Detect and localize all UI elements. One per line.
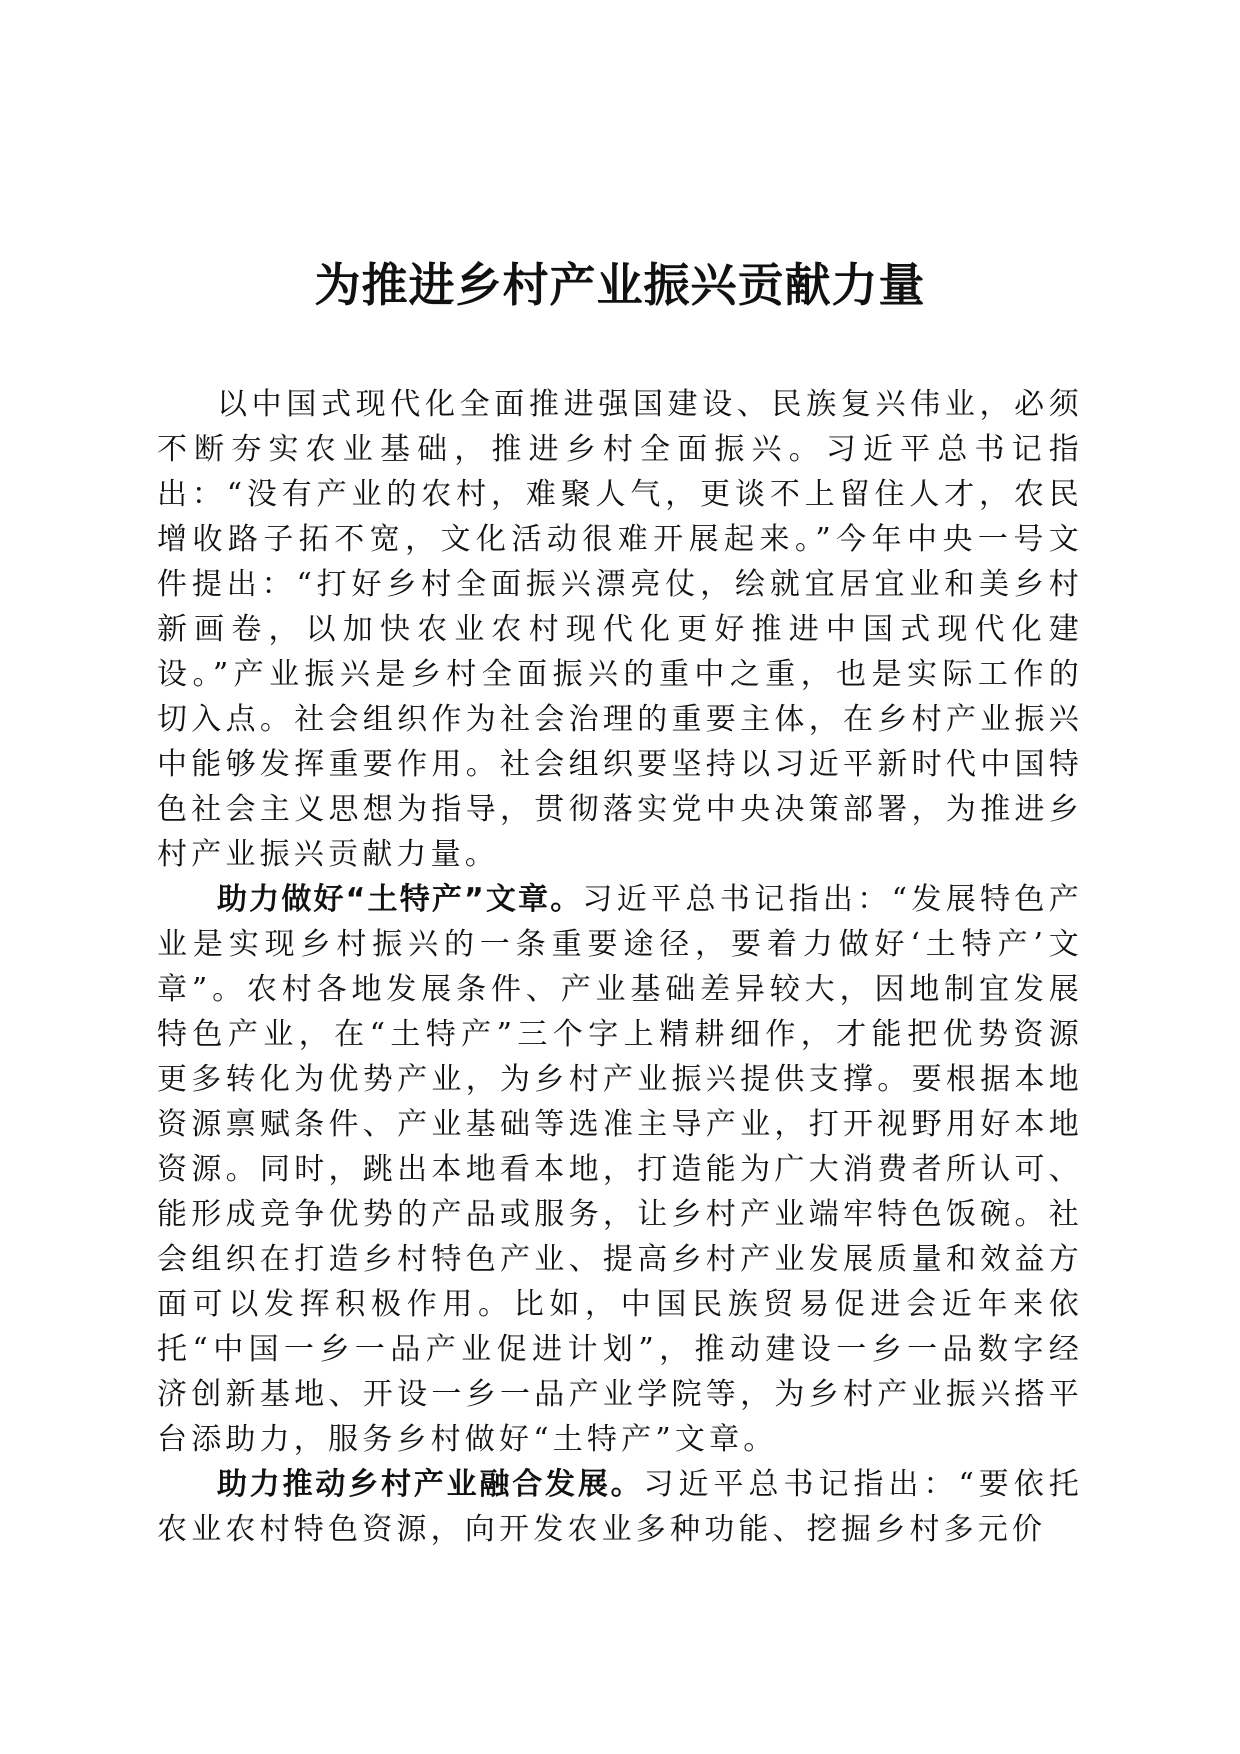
paragraph-text: 习近平总书记指出：“发展特色产业是实现乡村振兴的一条重要途径，要着力做好‘土特产’文章”。农村各地发展条件、产业基础差异较大，因地制宜发展特色产业，在“土特产”三个字上精耕细作，才能把优势资源更多转化为优势产业，为乡村产业振兴提供支撑。要根据本地资源禀赋条件、产业基础等选准主导产业，打开视野用好本地资源。同时，跳出本地看本地，打造能为广大消费者所认可、能形成竞争优势的产品或服务，让乡村产业端牢特色饭碗。社会组织在打造乡村特色产业、提高乡村产业发展质量和效益方面可以发挥积极作用。比如，中国民族贸易促进会近年来依托“中国一乡一品产业促进计划”，推动建设一乡一品数字经济创新基地、开设一乡一品产业学院等，为乡村产业振兴搭平台添助力，服务乡村做好“土特产”文章。	[157, 882, 1083, 1457]
paragraph-local-specialties	[157, 877, 1083, 1462]
document-body	[157, 382, 1083, 1552]
paragraph-lead: 助力推动乡村产业融合发展。	[217, 1467, 644, 1502]
paragraph-text: 以中国式现代化全面推进强国建设、民族复兴伟业，必须不断夯实农业基础，推进乡村全面振兴。习近平总书记指出：“没有产业的农村，难聚人气，更谈不上留住人才，农民增收路子拓不宽，文化活动很难开展起来。”今年中央一号文件提出：“打好乡村全面振兴漂亮仗，绘就宜居宜业和美乡村新画卷，以加快农业农村现代化更好推进中国式现代化建设。”产业振兴是乡村全面振兴的重中之重，也是实际工作的切入点。社会组织作为社会治理的重要主体，在乡村产业振兴中能够发挥重要作用。社会组织要坚持以习近平新时代中国特色社会主义思想为指导，贯彻落实党中央决策部署，为推进乡村产业振兴贡献力量。	[157, 387, 1083, 872]
paragraph-lead: 助力做好“土特产”文章。	[217, 882, 583, 917]
paragraph-intro	[157, 382, 1083, 877]
document-title: 为推进乡村产业振兴贡献力量	[314, 258, 926, 312]
paragraph-text: 习近平总书记指出：“要依托农业农村特色资源，向开发农业多种功能、挖掘乡村多元价	[157, 1467, 1084, 1547]
paragraph-industry-integration	[157, 1462, 1083, 1552]
